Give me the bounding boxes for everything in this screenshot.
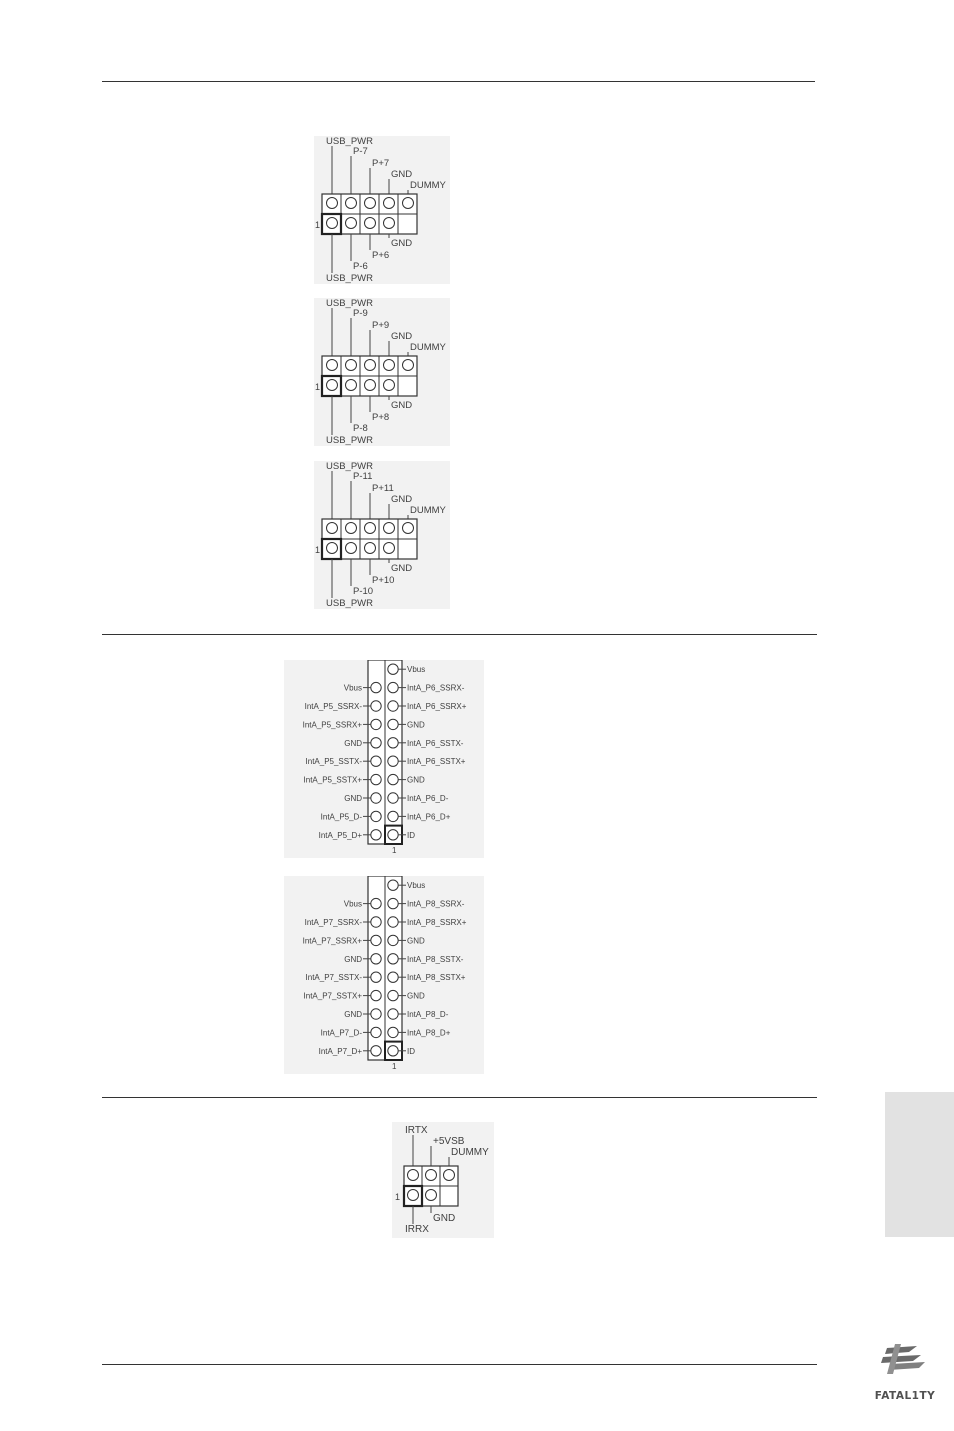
header-pin	[371, 1046, 381, 1056]
pin-label: DUMMY	[410, 505, 446, 516]
header-rule	[102, 81, 815, 82]
header-pin	[365, 380, 376, 391]
header-pin	[371, 954, 381, 964]
pin-label: IntA_P6_SSTX-	[407, 738, 464, 748]
header-pin	[371, 898, 381, 908]
header-pin	[371, 935, 381, 945]
pin-label: IntA_P6_SSRX-	[407, 683, 465, 693]
header-pin	[327, 380, 338, 391]
header-pin	[365, 360, 376, 371]
header-pin	[365, 523, 376, 534]
pin-label: IntA_P5_SSTX+	[303, 775, 362, 785]
header-pin	[384, 543, 395, 554]
pin-label: DUMMY	[410, 342, 446, 353]
pin-label: DUMMY	[410, 180, 446, 191]
fatal1ty-wordmark: FATAL1TY	[874, 1390, 936, 1402]
header-pin	[327, 543, 338, 554]
pin-label: IntA_P8_SSRX-	[407, 899, 465, 909]
header-pin	[388, 774, 398, 784]
pin-label: DUMMY	[451, 1147, 489, 1158]
pin-label: Vbus	[343, 899, 362, 909]
header-pin	[365, 218, 376, 229]
header-pin	[371, 774, 381, 784]
header-pin	[371, 793, 381, 803]
section-divider-1	[102, 634, 817, 635]
header-pin	[371, 990, 381, 1000]
header-pin	[388, 954, 398, 964]
pin-label: USB_PWR	[326, 273, 373, 284]
header-pin	[371, 1009, 381, 1019]
header-pin	[388, 719, 398, 729]
pin-label: IntA_P7_SSTX-	[305, 973, 362, 983]
header-pin	[388, 682, 398, 692]
header-pin	[346, 380, 357, 391]
pin-label: IntA_P6_D+	[407, 812, 451, 822]
pin-label: IntA_P8_SSTX+	[407, 973, 466, 983]
pin-label: Vbus	[407, 881, 426, 891]
pin-label: P-6	[353, 261, 368, 272]
pin-label: USB_PWR	[326, 598, 373, 609]
pin-label: IntA_P5_D+	[318, 830, 362, 840]
pin-label: USB_PWR	[326, 435, 373, 446]
pin-label: ID	[407, 830, 415, 840]
pin-label: IntA_P7_SSRX+	[302, 936, 362, 946]
fatal1ty-logo	[865, 1340, 945, 1402]
header-pin	[388, 972, 398, 982]
pin-label: IntA_P7_SSTX+	[303, 991, 362, 1001]
header-pin	[388, 880, 398, 890]
header-pin	[408, 1190, 419, 1201]
pin-label: IntA_P8_D-	[407, 1010, 449, 1019]
header-pin	[384, 360, 395, 371]
header-pin	[388, 664, 398, 674]
header-pin	[365, 543, 376, 554]
header-pin	[444, 1170, 455, 1181]
header-pin	[388, 738, 398, 748]
header-pin	[346, 360, 357, 371]
pin-1-label: 1	[315, 220, 321, 230]
pin-label: IntA_P6_SSRX+	[407, 702, 467, 711]
pin-label: ID	[407, 1046, 415, 1056]
pin-label: IntA_P6_D-	[407, 794, 449, 803]
pin-label: P+10	[372, 575, 395, 586]
header-pin	[346, 543, 357, 554]
usb3-header-diagram-2	[284, 876, 486, 1076]
pin-label: GND	[391, 238, 413, 249]
header-pin	[388, 917, 398, 927]
header-pin	[388, 756, 398, 766]
header-pin	[346, 218, 357, 229]
footer-rule	[102, 1364, 817, 1365]
header-pin	[327, 523, 338, 534]
pin-label: P+9	[372, 320, 390, 331]
header-pin	[371, 756, 381, 766]
header-pin	[327, 360, 338, 371]
header-pin	[388, 1046, 398, 1056]
pin-label: +5VSB	[433, 1136, 465, 1147]
pin-label: P+11	[372, 483, 394, 494]
header-pin	[327, 198, 338, 209]
header-pin	[371, 701, 381, 711]
pin-label: GND	[391, 563, 413, 574]
pin-label: GND	[407, 720, 425, 730]
pin-label: IntA_P5_SSRX+	[302, 720, 362, 730]
header-pin	[426, 1170, 437, 1181]
pin-label: GND	[344, 794, 362, 803]
header-pin	[384, 380, 395, 391]
pin-1-label: 1	[392, 846, 397, 855]
header-pin	[327, 218, 338, 229]
pin-label: GND	[407, 991, 425, 1001]
header-pin	[388, 898, 398, 908]
pin-label: GND	[407, 775, 425, 785]
header-pin	[403, 360, 414, 371]
pin-label: P-8	[353, 423, 368, 434]
usb3-header-diagram-1	[284, 660, 486, 860]
header-pin	[388, 701, 398, 711]
pin-label: IntA_P8_SSTX-	[407, 954, 464, 964]
header-pin	[388, 811, 398, 821]
header-pin	[388, 990, 398, 1000]
header-pin	[371, 682, 381, 692]
pin-label: P-7	[353, 146, 368, 157]
pin-label: IntA_P7_SSRX-	[304, 918, 362, 927]
pin-label: GND	[391, 169, 413, 180]
pin-label: USB_PWR	[326, 136, 373, 147]
header-pin	[388, 1009, 398, 1019]
header-pin	[371, 719, 381, 729]
section-divider-2	[102, 1097, 817, 1098]
pin-label: USB_PWR	[326, 461, 373, 472]
header-pin	[388, 793, 398, 803]
pin-label: P+7	[372, 158, 390, 169]
language-side-tab	[885, 1092, 954, 1237]
pin-label: IntA_P5_D-	[320, 812, 362, 822]
pin-label: GND	[391, 331, 413, 342]
header-pin	[346, 198, 357, 209]
pin-label: IntA_P6_SSTX+	[407, 757, 466, 767]
pin-label: IntA_P5_SSRX-	[304, 702, 362, 711]
pin-label: GND	[344, 738, 362, 748]
fatal1ty-emblem-icon	[865, 1340, 945, 1380]
pin-label: IRTX	[405, 1125, 428, 1136]
pin-label: GND	[433, 1213, 456, 1224]
pin-label: Vbus	[407, 665, 426, 675]
pin-1-label: 1	[392, 1062, 397, 1071]
header-pin	[384, 523, 395, 534]
pin-label: GND	[391, 494, 413, 505]
usb2-header-diagram-2	[308, 296, 454, 448]
header-pin	[371, 1027, 381, 1037]
pin-label: GND	[391, 400, 413, 411]
pin-label: IntA_P7_D+	[318, 1046, 362, 1056]
header-pin	[403, 198, 414, 209]
header-pin	[365, 198, 376, 209]
pin-label: GND	[344, 1010, 362, 1019]
header-pin	[388, 830, 398, 840]
header-pin	[371, 811, 381, 821]
pin-1-label: 1	[315, 382, 321, 392]
usb2-header-diagram-1	[308, 134, 454, 286]
header-pin	[384, 218, 395, 229]
pin-1-label: 1	[395, 1192, 401, 1202]
header-pin	[371, 830, 381, 840]
pin-label: P+8	[372, 412, 390, 423]
header-pin	[371, 738, 381, 748]
header-pin	[388, 1027, 398, 1037]
header-pin	[346, 523, 357, 534]
pin-1-label: 1	[315, 545, 321, 555]
pin-label: IntA_P5_SSTX-	[305, 757, 362, 767]
pin-label: Vbus	[343, 683, 362, 693]
pin-label: IntA_P7_D-	[320, 1028, 362, 1038]
usb2-header-diagram-3	[308, 459, 454, 611]
header-pin	[403, 523, 414, 534]
pin-label: GND	[344, 954, 362, 964]
pin-label: USB_PWR	[326, 298, 373, 309]
pin-label: P-9	[353, 308, 368, 319]
pin-label: IRRX	[405, 1224, 429, 1235]
pin-label: GND	[407, 936, 425, 946]
header-pin	[408, 1170, 419, 1181]
pin-label: P-10	[353, 586, 374, 597]
pin-label: P+6	[372, 250, 390, 261]
header-pin	[384, 198, 395, 209]
pin-label: IntA_P8_SSRX+	[407, 918, 467, 927]
header-pin	[371, 917, 381, 927]
header-pin	[388, 935, 398, 945]
pin-label: IntA_P8_D+	[407, 1028, 451, 1038]
header-pin	[426, 1190, 437, 1201]
pin-label: P-11	[353, 471, 373, 482]
ir-header-diagram	[388, 1120, 496, 1240]
header-pin	[371, 972, 381, 982]
